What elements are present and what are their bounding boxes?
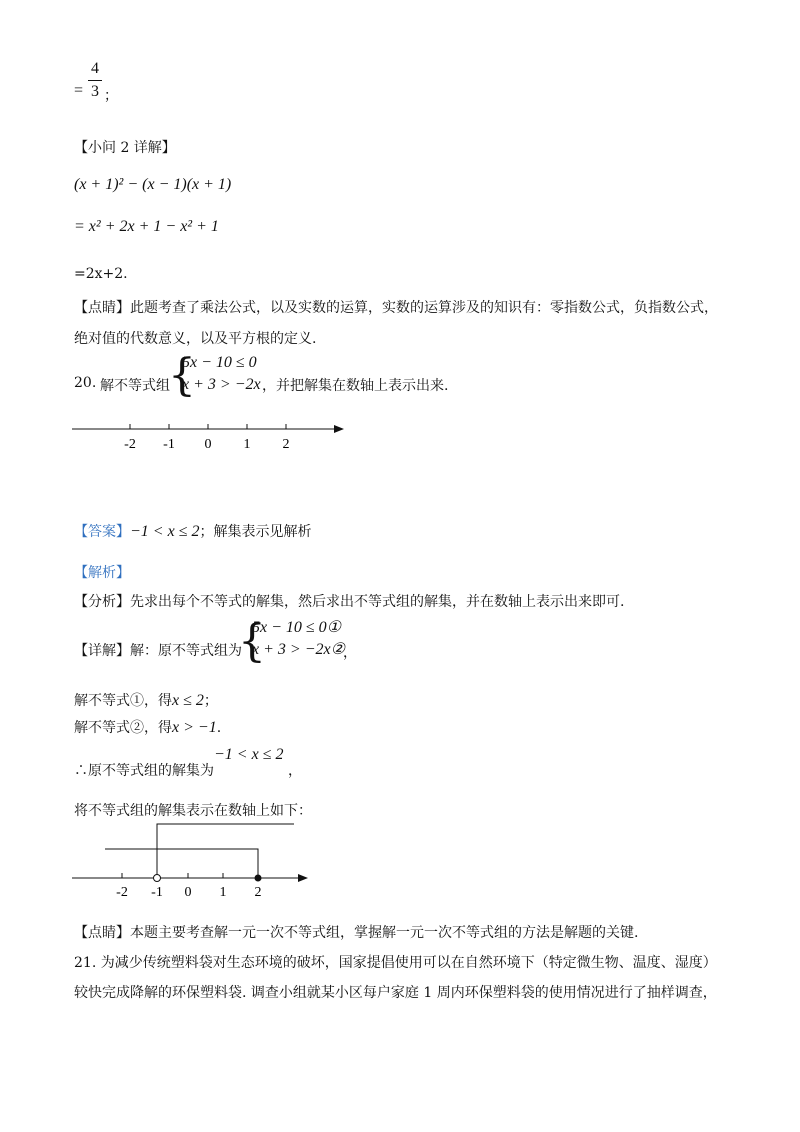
step3-text: ∴原不等式组的解集为 xyxy=(74,763,214,779)
number-line-1 xyxy=(0,418,360,458)
step1-text: 解不等式①，得 xyxy=(74,693,172,709)
comment1-text2: 绝对值的代数意义，以及平方根的定义. xyxy=(74,331,317,347)
step1-expr: x ≤ 2 xyxy=(172,692,204,709)
answer-expr: −1 < x ≤ 2 xyxy=(130,523,200,540)
nl2-tick-label: 2 xyxy=(254,885,262,900)
q20-suffix: ，并把解集在数轴上表示出来. xyxy=(262,378,449,394)
comment1-text1: 此题考查了乘法公式，以及实数的运算，实数的运算涉及的知识有：零指数公式，负指数公式， xyxy=(130,300,718,316)
comment2-text: 本题主要考查解一元一次不等式组，掌握解一元一次不等式组的方法是解题的关键. xyxy=(130,925,639,941)
step1-end: ； xyxy=(203,693,218,709)
nl2-tick-label: -2 xyxy=(116,885,128,900)
detail-tag: 【详解】 xyxy=(74,643,130,659)
fenxi xyxy=(74,591,624,611)
detail-ineq2: x + 3 > −2x② xyxy=(252,641,345,658)
nl2-tick-label: 1 xyxy=(219,885,227,900)
fenxi-text: 先求出每个不等式的解集，然后求出不等式组的解集，并在数轴上表示出来即可. xyxy=(130,594,625,610)
q20-ineq2: x + 3 > −2x xyxy=(182,376,261,393)
nl2-tick-label: 0 xyxy=(184,885,192,900)
detail-step1 xyxy=(74,690,218,710)
q20-ineq1: 5x − 10 ≤ 0 xyxy=(182,354,257,371)
q20-number: 20. xyxy=(74,375,97,391)
comment1-tag: 【点睛】 xyxy=(74,300,130,316)
nl2-tick-label: -1 xyxy=(151,885,163,900)
fraction-denominator: 3 xyxy=(91,83,99,100)
comment1 xyxy=(74,297,718,317)
q2-line3: =2x+2. xyxy=(74,266,128,282)
answer xyxy=(74,521,311,541)
q20-system xyxy=(182,352,261,396)
step3-expr: −1 < x ≤ 2 xyxy=(214,746,284,763)
closed-point xyxy=(255,875,262,882)
step3-end: ， xyxy=(288,763,302,779)
step4-text: 将不等式组的解集表示在数轴上如下： xyxy=(74,803,312,819)
equals-sign: = xyxy=(74,82,84,99)
step2-expr: x > −1 xyxy=(172,719,217,736)
analysis-tag: 【解析】 xyxy=(74,565,130,581)
comment2-tag: 【点睛】 xyxy=(74,925,130,941)
nl1-tick-label: 1 xyxy=(243,437,251,452)
detail-ineq1: 5x − 10 ≤ 0① xyxy=(252,619,342,636)
nl1-tick-label: -1 xyxy=(163,437,175,452)
detail-step2 xyxy=(74,717,221,737)
open-point xyxy=(154,875,161,882)
q2-line2: = x² + 2x + 1 − x² + 1 xyxy=(74,218,219,235)
fraction xyxy=(86,60,104,101)
answer-tag: 【答案】 xyxy=(74,524,130,540)
number-line-2 xyxy=(0,816,340,900)
q21-line2: 较快完成降解的环保塑料袋. 调查小组就某小区每户家庭 1 周内环保塑料袋的使用情况进行了抽样调查， xyxy=(74,985,717,1001)
q21-line1: 21. 为减少传统塑料袋对生态环境的破坏，国家提倡使用可以在自然环境下（特定微生物、温度、湿度） xyxy=(74,955,717,971)
q20-prompt: 解不等式组 xyxy=(100,378,170,394)
fraction-numerator: 4 xyxy=(91,60,99,77)
semicolon: ； xyxy=(104,88,118,104)
answer-text: ；解集表示见解析 xyxy=(199,524,312,540)
detail-comma: ， xyxy=(343,645,357,661)
detail-system xyxy=(252,617,345,661)
q20-brace: { xyxy=(168,350,196,401)
nl1-tick-label: 0 xyxy=(204,437,212,452)
step2-text: 解不等式②，得 xyxy=(74,720,172,736)
q2-line1: (x + 1)² − (x − 1)(x + 1) xyxy=(74,176,232,193)
detail-brace: { xyxy=(238,616,266,667)
q2-heading: 【小问 2 详解】 xyxy=(74,140,176,156)
comment2 xyxy=(74,922,638,942)
fenxi-tag: 【分析】 xyxy=(74,594,130,610)
nl1-tick-label: 2 xyxy=(282,437,290,452)
detail-lead: 解：原不等式组为 xyxy=(130,643,242,659)
nl1-tick-label: -2 xyxy=(124,437,136,452)
step2-end: . xyxy=(216,720,222,736)
